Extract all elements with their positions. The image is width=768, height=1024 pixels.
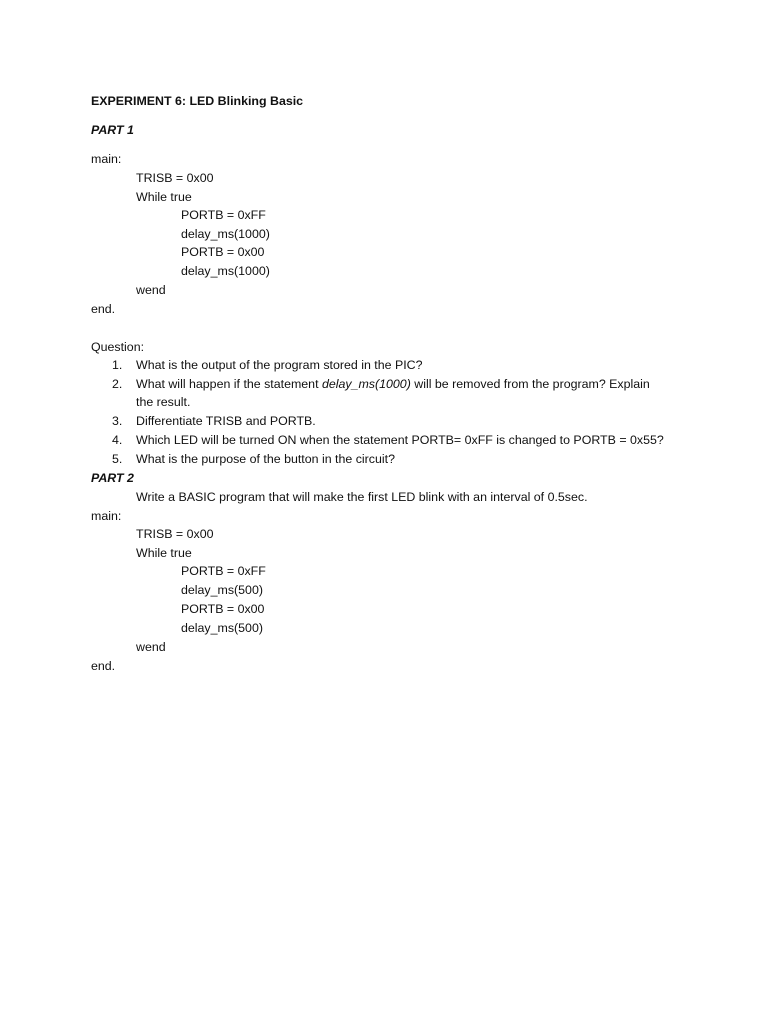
question-text: What is the purpose of the button in the circuit? xyxy=(136,452,395,466)
code-line-main: main: xyxy=(91,152,122,166)
question-number: 4. xyxy=(112,433,123,447)
question-text-post: will be removed from the program? Explain xyxy=(410,377,650,391)
code-line-trisb: TRISB = 0x00 xyxy=(136,527,214,541)
question-number: 5. xyxy=(112,452,123,466)
code-line-portb-ff: PORTB = 0xFF xyxy=(181,564,266,578)
question-text: Which LED will be turned ON when the statement PORTB= 0xFF is changed to PORTB = 0x55? xyxy=(136,433,664,447)
code-line-wend: wend xyxy=(136,283,166,297)
code-line-delay-2: delay_ms(500) xyxy=(181,621,263,635)
code-line-portb-00: PORTB = 0x00 xyxy=(181,245,265,259)
question-text: What is the output of the program stored in the PIC? xyxy=(136,358,423,372)
part2-heading: PART 2 xyxy=(91,471,134,485)
question-text-continuation: the result. xyxy=(136,395,191,409)
question-text: Differentiate TRISB and PORTB. xyxy=(136,414,316,428)
code-line-main: main: xyxy=(91,509,122,523)
code-line-delay-2: delay_ms(1000) xyxy=(181,264,270,278)
code-line-delay-1: delay_ms(500) xyxy=(181,583,263,597)
part2-instruction: Write a BASIC program that will make the first LED blink with an interval of 0.5sec. xyxy=(136,490,588,504)
questions-heading: Question: xyxy=(91,340,145,354)
code-line-end: end. xyxy=(91,659,116,673)
code-line-wend: wend xyxy=(136,640,166,654)
question-number: 2. xyxy=(112,377,123,391)
question-text-pre: What will happen if the statement xyxy=(136,377,322,391)
question-number: 1. xyxy=(112,358,123,372)
code-line-delay-1: delay_ms(1000) xyxy=(181,227,270,241)
part1-heading: PART 1 xyxy=(91,123,134,137)
document-title: EXPERIMENT 6: LED Blinking Basic xyxy=(91,94,304,108)
code-line-trisb: TRISB = 0x00 xyxy=(136,171,214,185)
question-number: 3. xyxy=(112,414,123,428)
code-line-portb-ff: PORTB = 0xFF xyxy=(181,208,266,222)
question-text xyxy=(136,375,650,393)
question-text-emphasis: delay_ms(1000) xyxy=(321,377,411,391)
code-line-portb-00: PORTB = 0x00 xyxy=(181,602,265,616)
code-line-while: While true xyxy=(136,190,192,204)
code-line-while: While true xyxy=(136,546,192,560)
code-line-end: end. xyxy=(91,302,116,316)
